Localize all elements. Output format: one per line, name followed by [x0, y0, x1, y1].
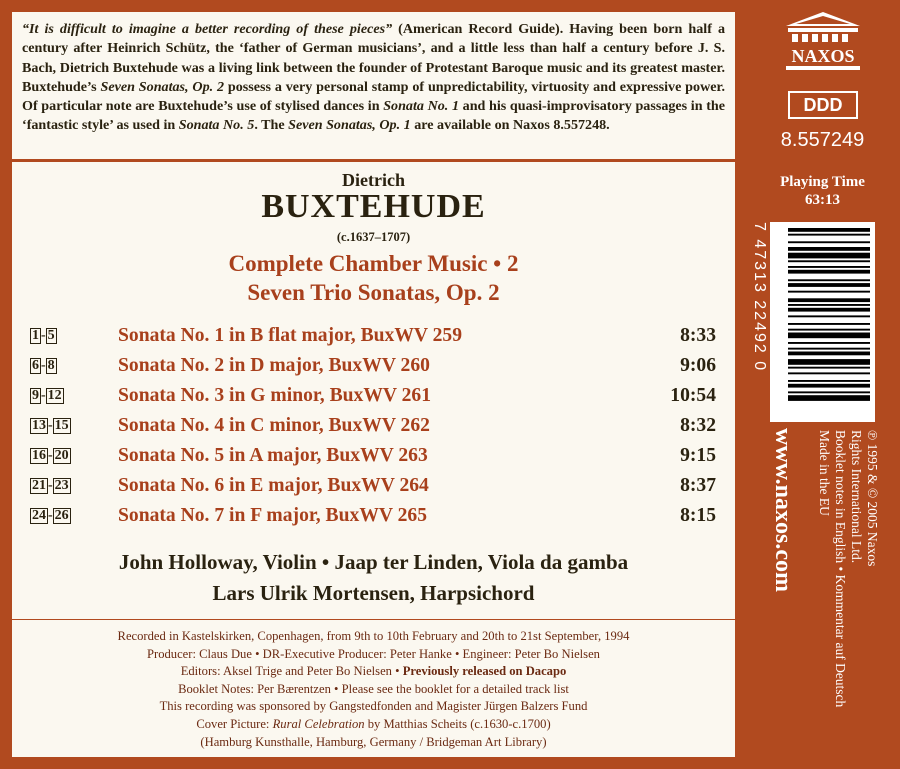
blurb-text: possess a very personal stamp of unpredictability, virtuosity and expressive power. Of particular note are Buxtehude’s use of stylised dances in	[22, 78, 725, 115]
track-title: Sonata No. 2 in D major, BuxWV 260	[118, 355, 430, 376]
barcode-bar	[788, 279, 870, 281]
track-row	[12, 475, 735, 499]
barcode-number: 7 47313 22492 0	[751, 222, 768, 373]
track-end: 8	[47, 358, 55, 373]
barcode-bar	[788, 266, 870, 268]
track-row	[12, 415, 735, 439]
barcode	[770, 222, 875, 422]
track-time: 9:15	[680, 445, 716, 466]
blurb-text: and his quasi-improvisatory passages in the ‘fantastic style’ as used in	[22, 98, 725, 134]
barcode-bar	[788, 241, 870, 243]
composer-dates: (c.1637–1707)	[336, 230, 411, 244]
credit-line	[12, 716, 735, 734]
credit-line	[12, 663, 735, 681]
barcode-bar	[788, 304, 870, 306]
rights-line: ℗ 1995 & © 2005 Naxos	[865, 430, 880, 567]
track-title: Sonata No. 3 in G minor, BuxWV 261	[118, 385, 432, 406]
barcode-bar	[788, 270, 870, 274]
track-start: 13	[32, 418, 46, 433]
barcode-bar	[788, 234, 870, 236]
track-title: Sonata No. 7 in F major, BuxWV 265	[118, 505, 428, 526]
credit-line: This recording was sponsored by Gangstedfonden and Magister Jürgen Balzers Fund	[159, 699, 588, 714]
barcode-bar	[788, 260, 870, 262]
credit-line: Recorded in Kastelskirken, Copenhagen, from 9th to 10th February and 20th to 21st September, 1994	[117, 629, 630, 643]
label-sidebar	[745, 0, 900, 769]
track-row	[12, 445, 735, 469]
barcode-bar	[788, 352, 870, 356]
credit-italic: Rural Celebration	[272, 716, 365, 731]
album-subtitle: Seven Trio Sonatas, Op. 2	[247, 280, 500, 305]
track-range: 9 - 12	[32, 388, 62, 403]
playing-time-value: 63:13	[805, 192, 840, 208]
track-time: 8:15	[680, 505, 716, 526]
track-title: Sonata No. 4 in C minor, BuxWV 262	[118, 415, 430, 436]
playing-time-label: Playing Time	[780, 174, 865, 190]
barcode-bar	[788, 283, 870, 287]
album-title: Complete Chamber Music • 2	[228, 251, 519, 276]
track-time: 10:54	[670, 385, 716, 406]
credit-text: Cover Picture:	[196, 716, 273, 731]
track-end: 5	[47, 328, 55, 343]
track-start: 6	[32, 358, 39, 373]
blurb-italic: Seven Sonatas, Op. 2	[100, 78, 225, 95]
track-start: 16	[32, 448, 46, 463]
rights-line: Booklet notes in English • Kommentar auf Deutsch	[833, 430, 848, 708]
website-url: www.naxos.com	[770, 428, 796, 593]
main-panel	[12, 12, 735, 757]
track-range: 6 - 8	[32, 358, 55, 373]
blurb-text: are available on Naxos 8.557248.	[410, 117, 610, 134]
track-start: 9	[32, 388, 39, 403]
track-end: 15	[54, 418, 69, 433]
track-start: 21	[32, 478, 46, 493]
blurb-text: (American Record Guide). Having been born half a century after Heinrich Schütz, the ‘father of German musicians’, and a little less than half a century before J. S. Bach, Dietrich Buxtehude was a living link between the founder of Protestant Baroque music and its greatest master. Buxtehude’s	[22, 21, 725, 95]
credit-bold: Previously released on Dacapo	[402, 664, 567, 679]
track-end: 12	[47, 388, 62, 403]
barcode-bar	[788, 291, 870, 293]
barcode-bar	[788, 372, 870, 374]
track-range: 21 - 23	[32, 478, 69, 493]
track-start: 24	[32, 508, 46, 523]
track-end: 20	[54, 448, 69, 463]
track-range: 13 - 15	[32, 418, 69, 433]
track-title: Sonata No. 5 in A major, BuxWV 263	[118, 445, 428, 466]
barcode-bar	[788, 315, 870, 317]
track-time: 8:32	[680, 415, 716, 436]
track-time: 8:33	[680, 325, 716, 346]
barcode-bar	[788, 348, 870, 350]
barcode-bar	[788, 333, 870, 339]
naxos-logo	[782, 10, 864, 72]
track-start: 1	[32, 328, 39, 343]
barcode-bar	[788, 391, 870, 393]
composer-first-name: Dietrich	[342, 170, 405, 190]
ddd-badge: DDD	[788, 91, 858, 119]
performers-line-1: John Holloway, Violin • Jaap ter Linden, Viola da gamba	[118, 550, 629, 574]
composer-last-name: BUXTEHUDE	[261, 188, 486, 225]
track-row	[12, 355, 735, 379]
track-end: 23	[54, 478, 69, 493]
rights-line: Made in the EU	[817, 430, 832, 516]
blurb-text: . The	[254, 117, 289, 134]
barcode-bar	[788, 329, 870, 331]
performers-line-2: Lars Ulrik Mortensen, Harpsichord	[212, 581, 535, 605]
barcode-bar	[788, 323, 870, 325]
track-row	[12, 325, 735, 349]
credit-line: (Hamburg Kunsthalle, Hamburg, Germany / Bridgeman Art Library)	[200, 734, 547, 749]
blurb-italic: Sonata No. 1	[383, 98, 460, 115]
credit-line: Booklet Notes: Per Bærentzen • Please see the booklet for a detailed track list	[178, 681, 569, 696]
review-quote: “It is difficult to imagine a better recording of these pieces”	[22, 21, 393, 37]
barcode-bar	[788, 342, 870, 344]
barcode-bar	[788, 384, 870, 388]
recording-credits	[12, 619, 735, 751]
track-range: 1 - 5	[32, 328, 55, 343]
credit-text: by Matthias Scheits (c.1630-c.1700)	[364, 716, 551, 731]
barcode-bar	[788, 395, 870, 401]
catalog-number: 8.557249	[780, 129, 865, 151]
barcode-bar	[788, 298, 870, 302]
barcode-bar	[788, 253, 870, 259]
barcode-bar	[788, 380, 870, 382]
track-range: 16 - 20	[32, 448, 69, 463]
track-row	[12, 385, 735, 409]
track-title: Sonata No. 6 in E major, BuxWV 264	[118, 475, 429, 496]
rights-line: Rights International Ltd.	[849, 430, 864, 564]
blurb-italic: Sonata No. 5	[178, 117, 255, 134]
barcode-bar	[788, 359, 870, 365]
credit-text: Editors: Aksel Trige and Peter Bo Nielsen •	[180, 664, 403, 679]
track-row	[12, 505, 735, 529]
track-end: 26	[54, 508, 69, 523]
barcode-bar	[788, 308, 870, 312]
credit-line: Producer: Claus Due • DR-Executive Producer: Peter Hanke • Engineer: Peter Bo Nielsen	[147, 646, 600, 661]
barcode-bar	[788, 228, 870, 232]
logo-wordmark: NAXOS	[791, 46, 855, 66]
track-range: 24 - 26	[32, 508, 69, 523]
track-time: 9:06	[680, 355, 716, 376]
barcode-bar	[788, 247, 870, 251]
barcode-bar	[788, 367, 870, 369]
blurb-italic: Seven Sonatas, Op. 1	[288, 117, 411, 134]
rights-notice	[816, 430, 880, 707]
track-title: Sonata No. 1 in B flat major, BuxWV 259	[118, 325, 463, 346]
track-time: 8:37	[680, 475, 716, 496]
description-blurb	[12, 12, 735, 162]
